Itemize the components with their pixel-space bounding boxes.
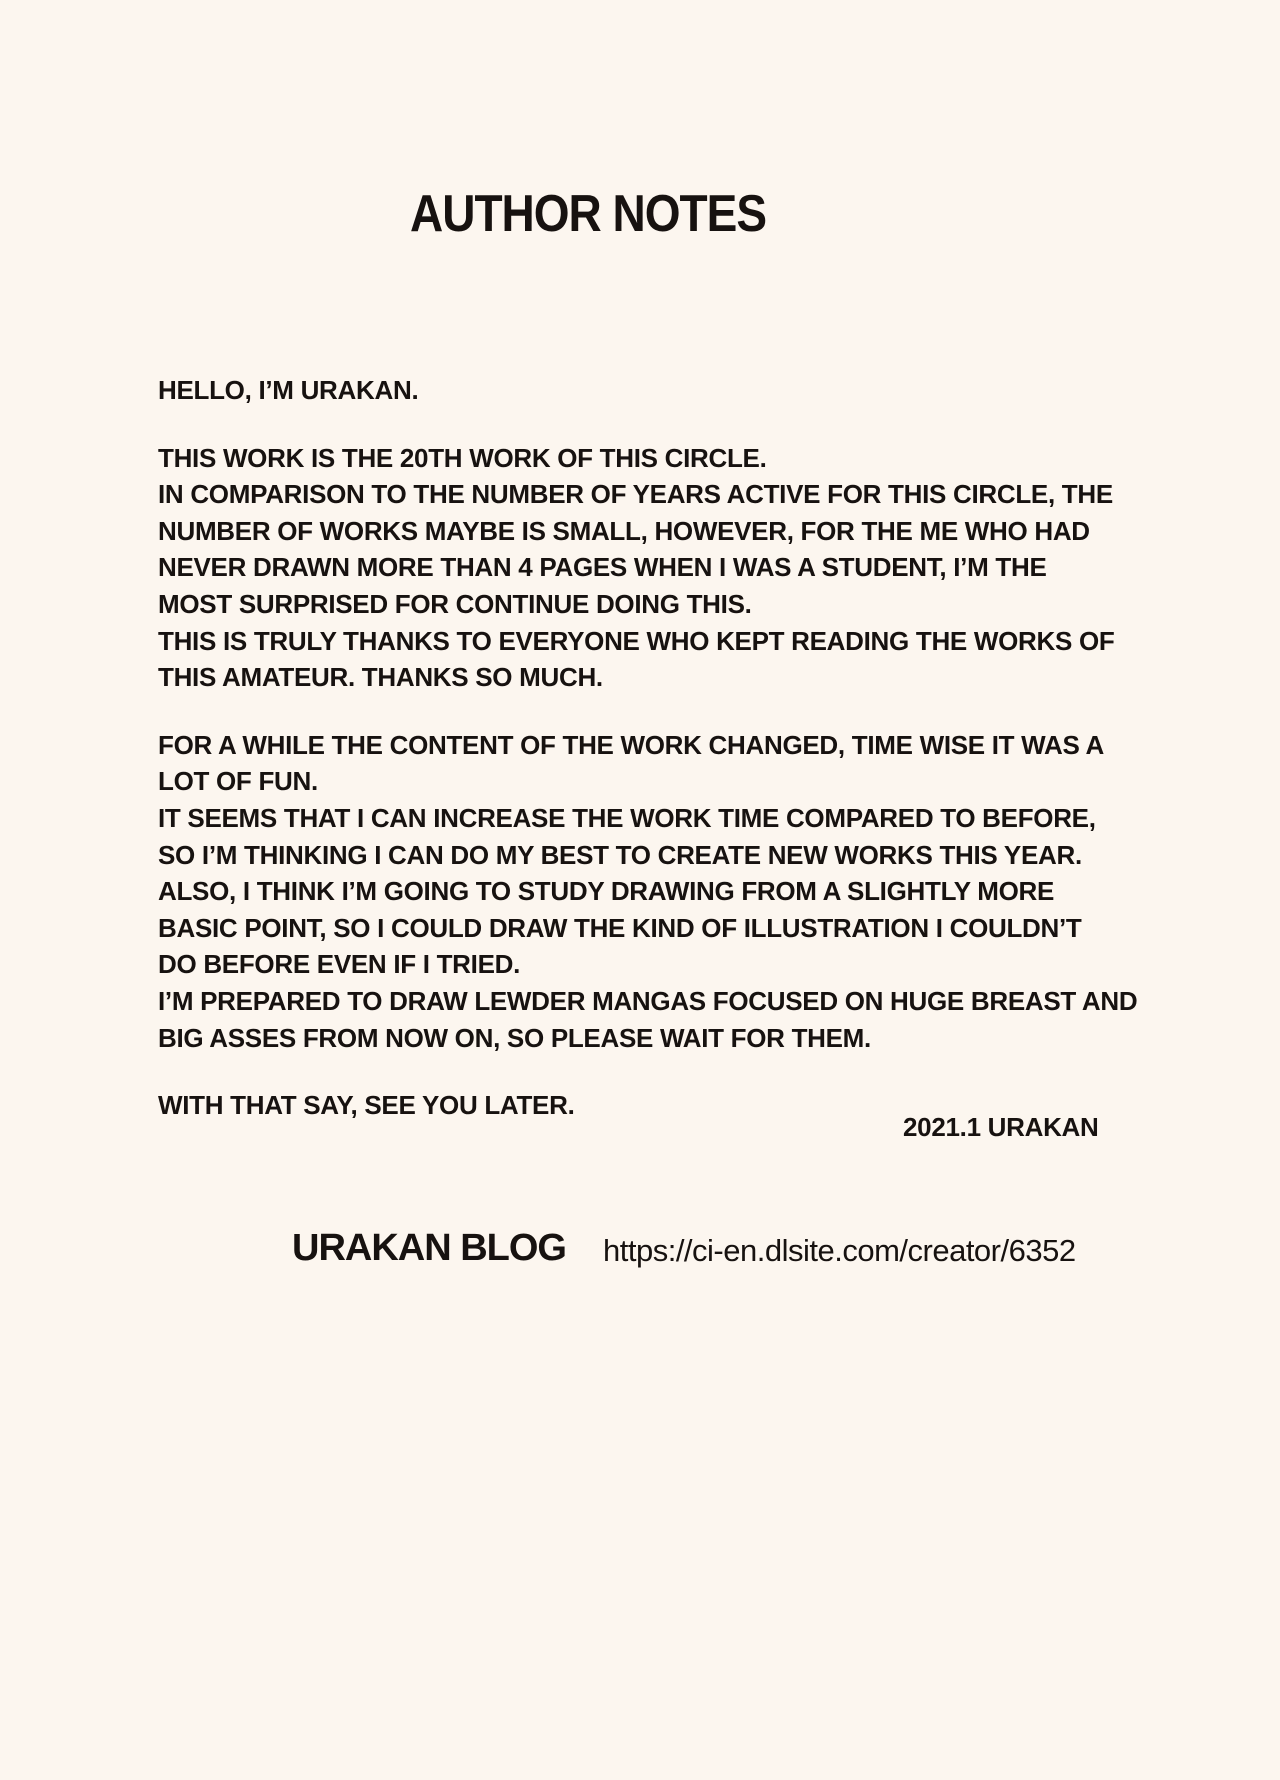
text-line: WITH THAT SAY, SEE YOU LATER. — [158, 1090, 575, 1121]
text-line: MOST SURPRISED FOR CONTINUE DOING THIS. — [158, 588, 752, 619]
text-line: SO I’M THINKING I CAN DO MY BEST TO CREATE NEW WORKS THIS YEAR. — [158, 839, 1082, 870]
paragraph — [158, 440, 1148, 696]
page-title: AUTHOR NOTES — [410, 184, 766, 243]
text-line: HELLO, I’M URAKAN. — [158, 375, 419, 405]
text-line: IN COMPARISON TO THE NUMBER OF YEARS ACTIVE FOR THIS CIRCLE, THE — [158, 479, 1113, 510]
date-credit: 2021.1 URAKAN — [903, 1112, 1099, 1142]
text-line: FOR A WHILE THE CONTENT OF THE WORK CHANGED, TIME WISE IT WAS A — [158, 729, 1104, 760]
text-line: IT SEEMS THAT I CAN INCREASE THE WORK TIME COMPARED TO BEFORE, — [158, 802, 1096, 833]
text-line: NUMBER OF WORKS MAYBE IS SMALL, HOWEVER, FOR THE ME WHO HAD — [158, 515, 1090, 546]
blog-url: https://ci-en.dlsite.com/creator/6352 — [603, 1233, 1076, 1268]
blog-label: URAKAN BLOG — [292, 1227, 566, 1269]
text-line: THIS AMATEUR. THANKS SO MUCH. — [158, 662, 603, 693]
text-line: ALSO, I THINK I’M GOING TO STUDY DRAWING FROM A SLIGHTLY MORE — [158, 876, 1055, 907]
text-line: NEVER DRAWN MORE THAN 4 PAGES WHEN I WAS A STUDENT, I’M THE — [158, 552, 1047, 583]
notes-body — [158, 372, 1148, 1124]
text-line: DO BEFORE EVEN IF I TRIED. — [158, 949, 521, 980]
text-line: I’M PREPARED TO DRAW LEWDER MANGAS FOCUSED ON HUGE BREAST AND — [158, 985, 1138, 1016]
paragraph — [158, 372, 1148, 409]
text-line: THIS IS TRULY THANKS TO EVERYONE WHO KEPT READING THE WORKS OF — [158, 625, 1115, 656]
text-line: LOT OF FUN. — [158, 766, 318, 797]
paragraph — [158, 727, 1148, 1056]
text-line: BIG ASSES FROM NOW ON, SO PLEASE WAIT FOR THEM. — [158, 1022, 871, 1053]
text-line: THIS WORK IS THE 20TH WORK OF THIS CIRCLE. — [158, 442, 767, 473]
text-line: BASIC POINT, SO I COULD DRAW THE KIND OF ILLUSTRATION I COULDN’T — [158, 912, 1082, 943]
